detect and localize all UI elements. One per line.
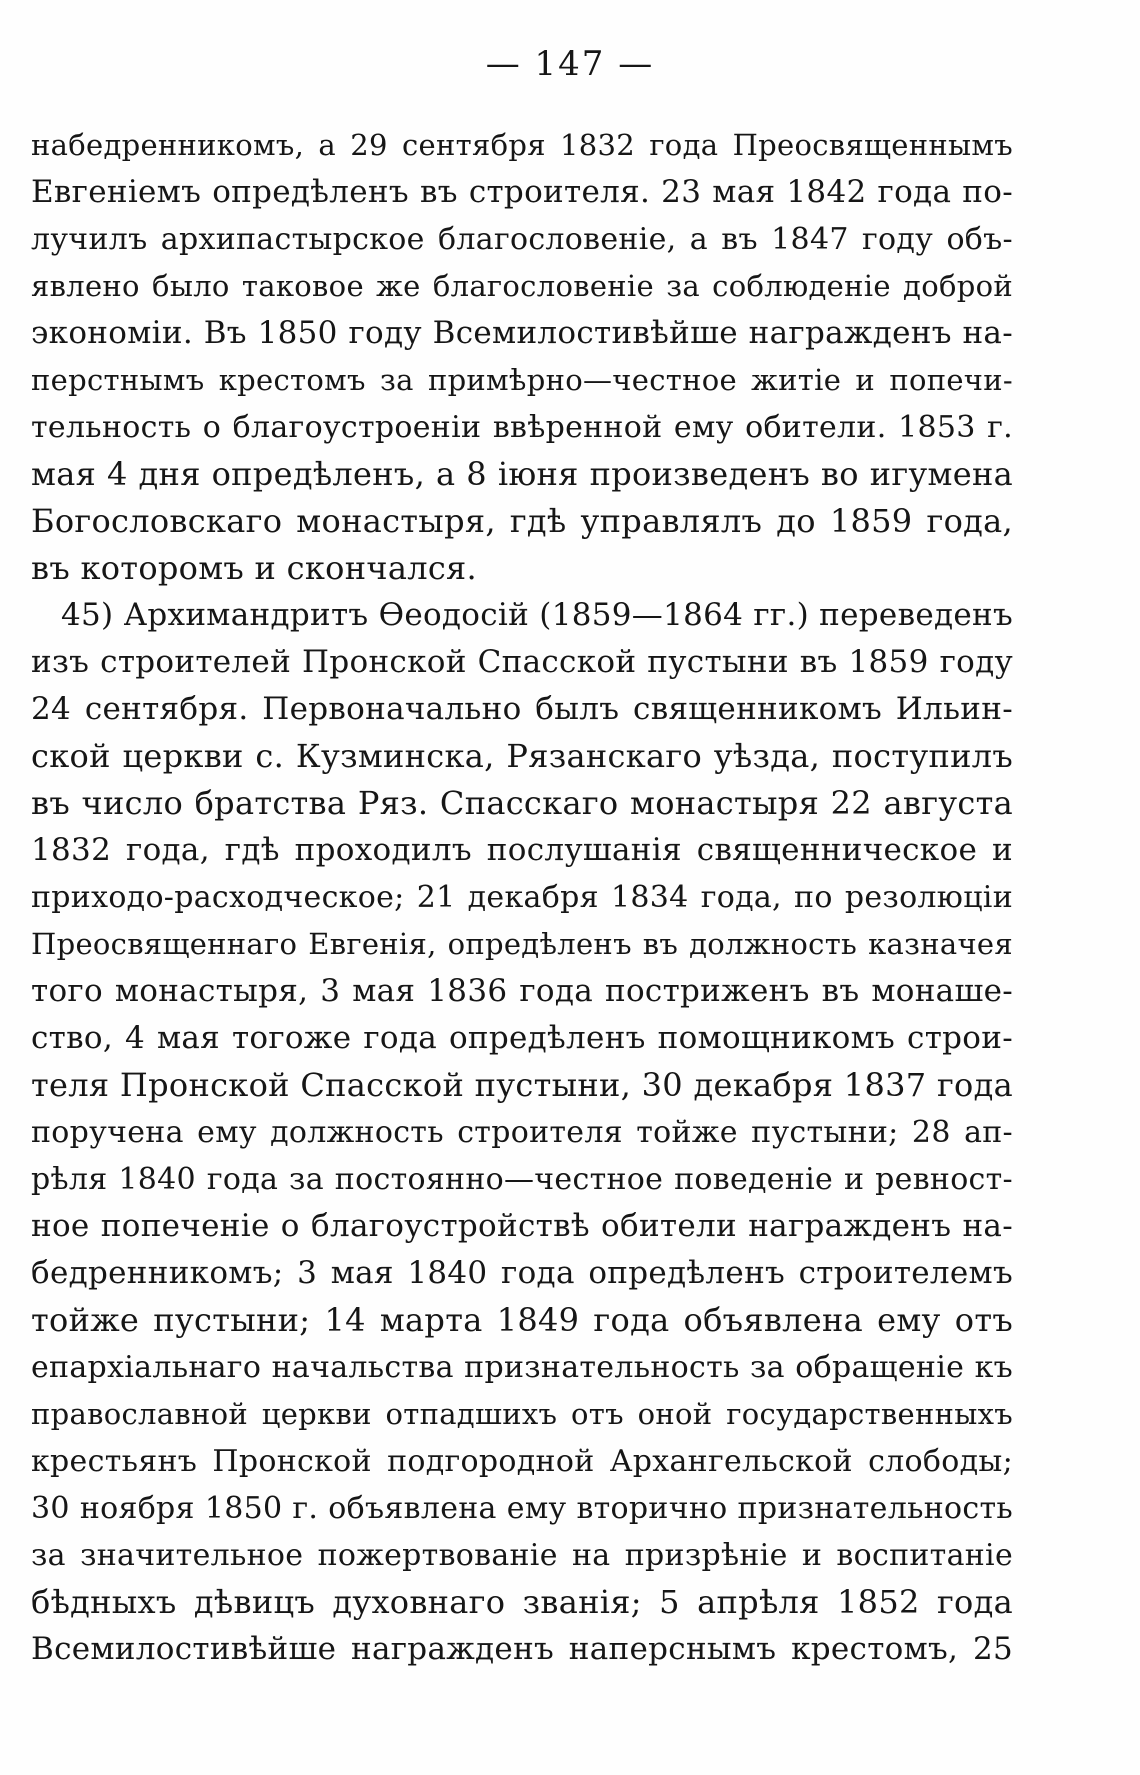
paragraph-start-line: 45) Архимандритъ Ѳеодосій (1859—1864 гг.) переведенъ <box>61 597 1013 633</box>
text-line: того монастыря, 3 мая 1836 года постриженъ въ монаше- <box>31 973 1013 1009</box>
text-line: Богословскаго монастыря, гдѣ управлялъ до 1859 года, <box>31 502 1013 540</box>
text-line: за значительное пожертвованіе на призрѣніе и воспитаніе <box>31 1538 1013 1573</box>
text-line: теля Пронской Спасской пустыни, 30 декабря 1837 года <box>31 1066 1013 1104</box>
text-line: въ которомъ и скончался. <box>31 549 478 587</box>
text-line: бѣдныхъ дѣвицъ духовнаго званія; 5 апрѣля 1852 года <box>31 1583 1013 1621</box>
text-line: экономіи. Въ 1850 году Всемилостивѣйше награжденъ на- <box>31 315 1013 351</box>
text-line: перстнымъ крестомъ за примѣрно—честное житіе и попечи- <box>31 363 1013 397</box>
text-line: въ число братства Ряз. Спасскаго монастыря 22 августа <box>31 784 1013 822</box>
text-line: мая 4 дня опредѣленъ, а 8 іюня произведенъ во игумена <box>31 455 1013 493</box>
text-line: рѣля 1840 года за постоянно—честное поведеніе и ревност- <box>31 1162 1013 1197</box>
text-line: крестьянъ Пронской подгородной Архангельской слободы; <box>31 1444 1013 1479</box>
text-line: тельность о благоустроеніи ввѣренной ему обители. 1853 г. <box>31 410 1013 445</box>
text-line: поручена ему должность строителя тойже пустыни; 28 ап- <box>31 1115 1013 1150</box>
text-line: 30 ноября 1850 г. объявлена ему вторично признательность <box>31 1491 1013 1526</box>
text-line: приходо-расходческое; 21 декабря 1834 года, по резолюціи <box>31 880 1013 915</box>
text-line: набедренникомъ, а 29 сентября 1832 года Преосвященнымъ <box>31 128 1013 162</box>
text-line: изъ строителей Пронской Спасской пустыни въ 1859 году <box>31 644 1013 680</box>
text-line: ство, 4 мая тогоже года опредѣленъ помощникомъ строи- <box>31 1020 1013 1056</box>
text-line: ное попеченіе о благоустройствѣ обители награжденъ на- <box>31 1208 1013 1244</box>
text-line: 1832 года, гдѣ проходилъ послушанія священническое и <box>31 832 1013 868</box>
text-line: православной церкви отпадшихъ отъ оной государственныхъ <box>31 1397 1013 1431</box>
text-line: епархіальнаго начальства признательность за обращеніе къ <box>31 1350 1013 1385</box>
page-number: — 147 — <box>485 44 655 84</box>
text-line: 24 сентября. Первоначально былъ священникомъ Ильин- <box>31 691 1013 727</box>
text-line: явлено было таковое же благословеніе за соблюденіе доброй <box>31 269 1013 303</box>
text-line: тойже пустыни; 14 марта 1849 года объявлена ему отъ <box>31 1301 1013 1339</box>
text-line: Всемилостивѣйше награжденъ наперснымъ крестомъ, 25 <box>31 1631 1013 1667</box>
text-line: Преосвященнаго Евгенія, опредѣленъ въ должность казначея <box>31 927 1013 961</box>
text-line: бедренникомъ; 3 мая 1840 года опредѣленъ строителемъ <box>31 1255 1013 1291</box>
body-text <box>31 122 1013 1673</box>
text-line: лучилъ архипастырское благословеніе, а въ 1847 году объ- <box>31 222 1013 257</box>
text-line: Евгеніемъ опредѣленъ въ строителя. 23 мая 1842 года по- <box>31 174 1013 210</box>
text-line: ской церкви с. Кузминска, Рязанскаго уѣзда, поступилъ <box>31 737 1013 775</box>
